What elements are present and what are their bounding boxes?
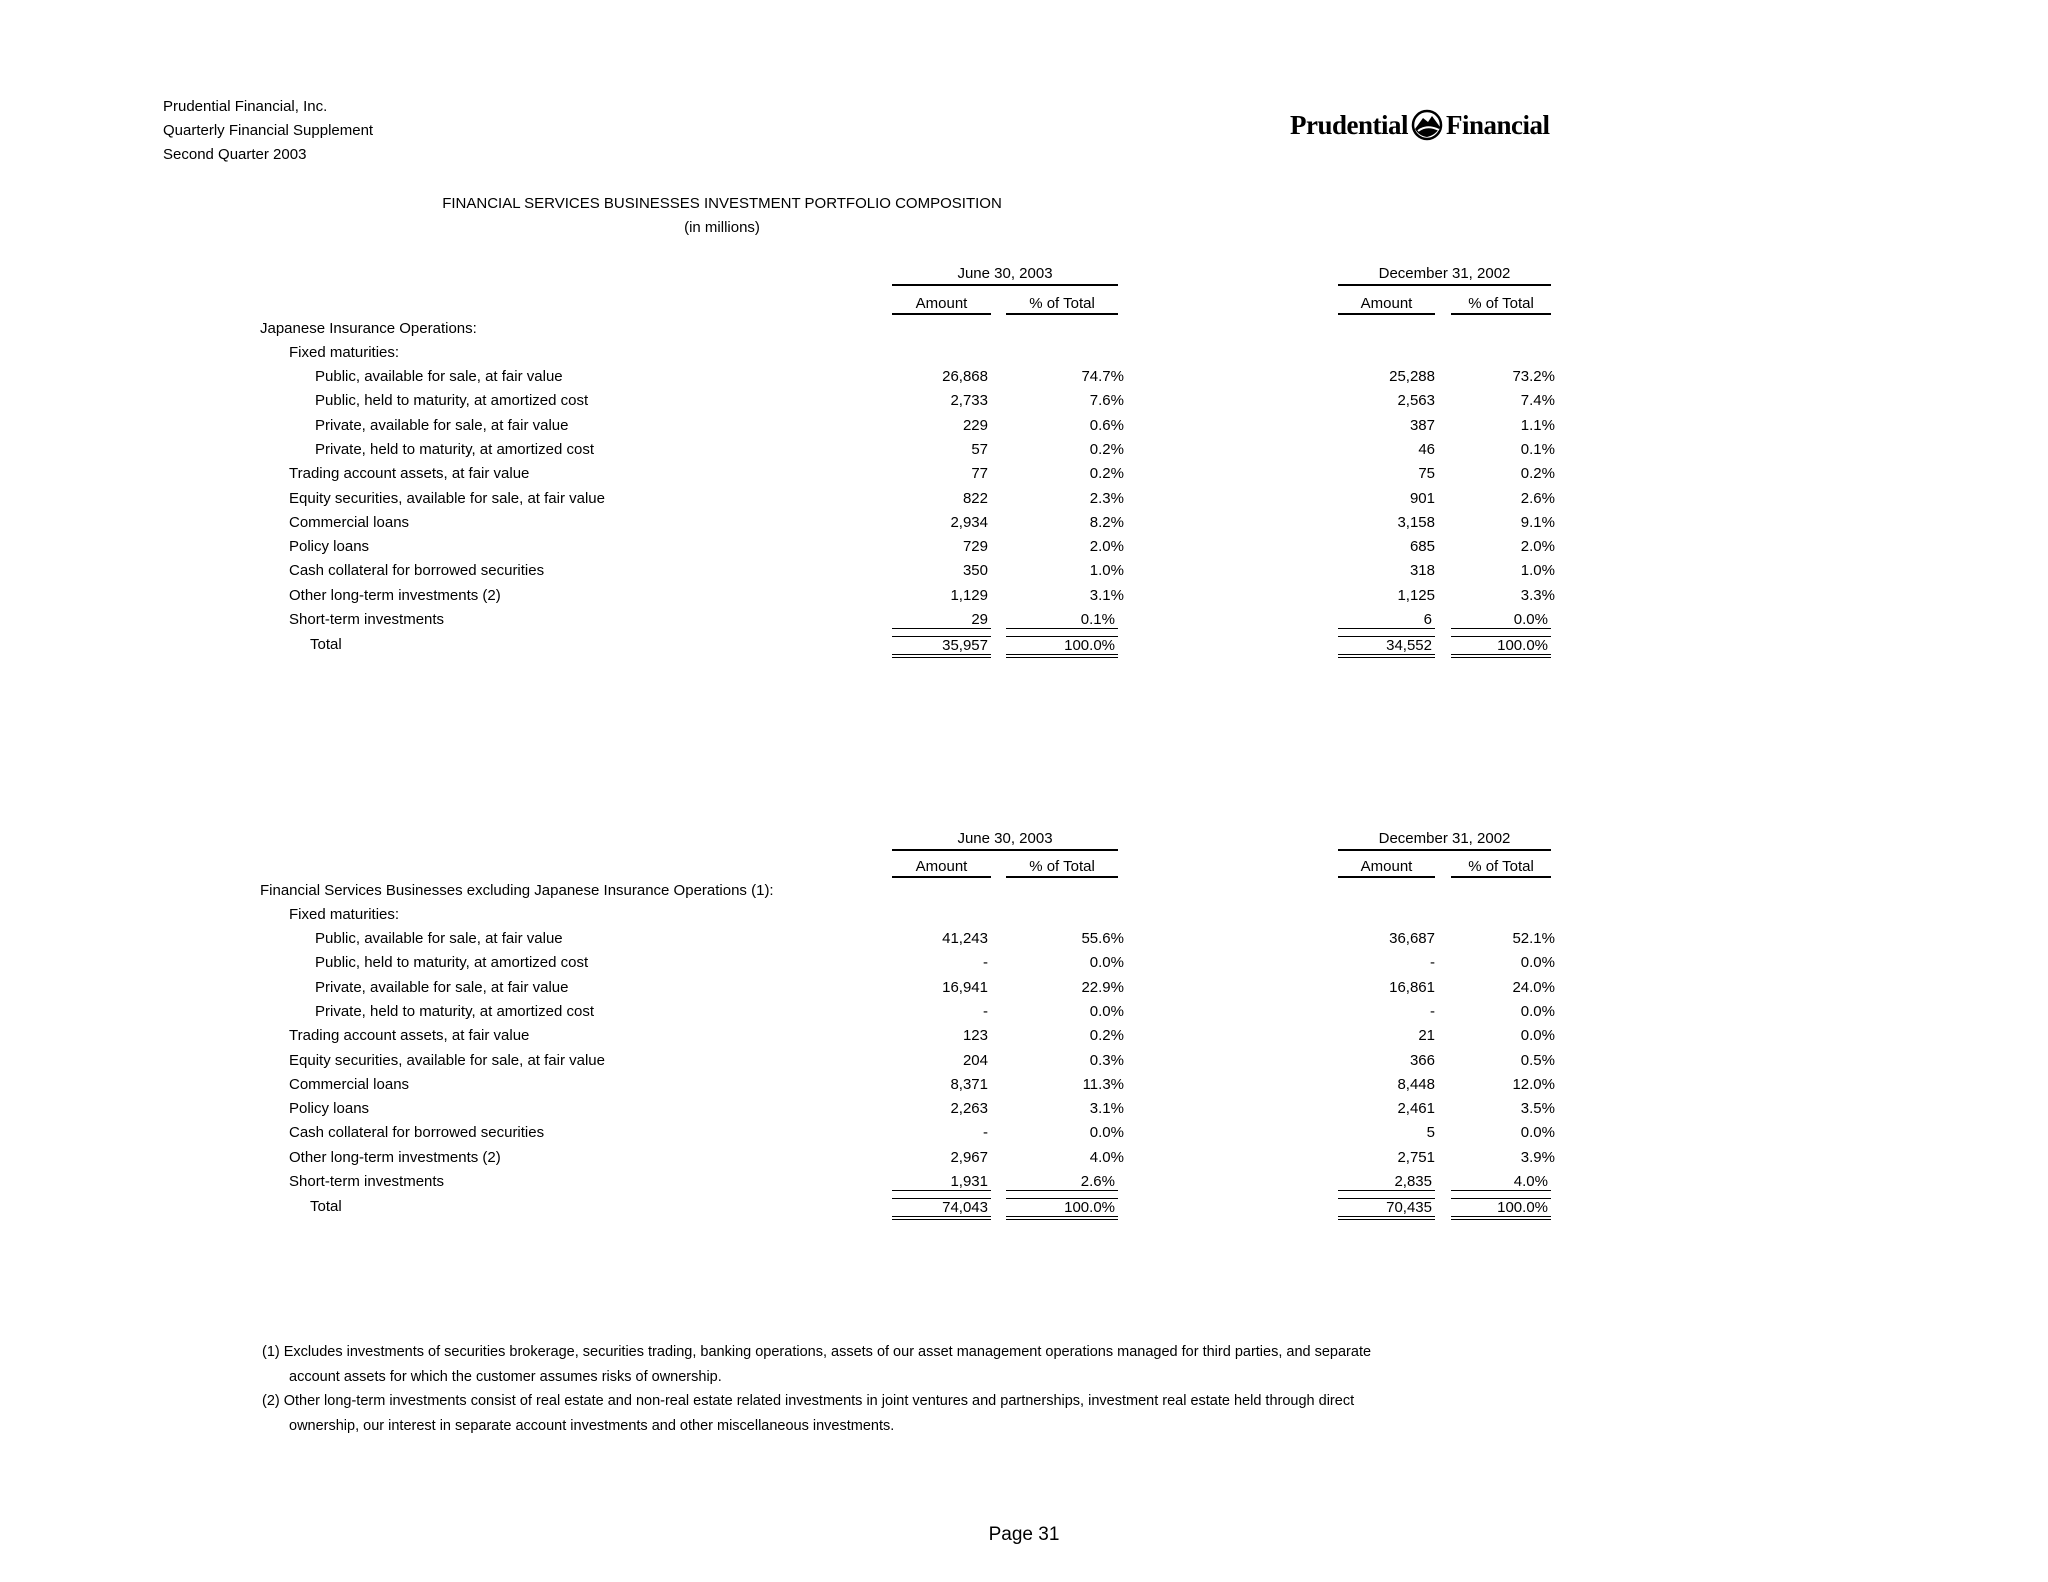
table-row [0, 1052, 2048, 1076]
total-amount-june: 35,957 [892, 636, 991, 658]
footnote-1-line-1: (1) Excludes investments of securities brokerage, securities trading, banking operations, assets of our asset management operations managed for third parties, and separate [262, 1344, 1372, 1360]
row-label: Private, available for sale, at fair value [315, 978, 569, 996]
subsection-heading-row [0, 344, 2048, 368]
amount-dec: 1,125 [1397, 586, 1435, 604]
amount-dec: 75 [1418, 465, 1435, 483]
page-title: FINANCIAL SERVICES BUSINESSES INVESTMENT PORTFOLIO COMPOSITION [442, 195, 1002, 212]
pct-june: 74.7% [1081, 368, 1124, 385]
amount-june: 41,243 [942, 930, 988, 947]
amount-june: 1,129 [950, 586, 988, 604]
amount-dec: 21 [1418, 1027, 1435, 1045]
amount-dec: 6 [1338, 611, 1435, 629]
col-pct-total: % of Total [1006, 858, 1118, 878]
amount-june: - [983, 1002, 988, 1020]
pct-dec: 12.0% [1512, 1075, 1555, 1093]
amount-june: 26,868 [942, 368, 988, 385]
row-label: Private, available for sale, at fair value [315, 416, 569, 434]
footnote-2-line-1: (2) Other long-term investments consist of real estate and non-real estate related investments in joint ventures and partnerships, investment real estate held through direct [262, 1393, 1355, 1409]
table-row [0, 1027, 2048, 1051]
amount-dec: 16,861 [1389, 978, 1435, 996]
amount-dec: 3,158 [1397, 513, 1435, 531]
row-label: Private, held to maturity, at amortized cost [315, 440, 595, 458]
pct-june: 8.2% [1089, 513, 1124, 531]
amount-dec: 366 [1409, 1051, 1435, 1069]
amount-dec: 901 [1409, 489, 1435, 507]
row-label: Commercial loans [289, 1075, 410, 1093]
pct-june: 0.2% [1089, 1027, 1124, 1045]
section-heading-row [0, 882, 2048, 906]
row-label: Commercial loans [289, 513, 410, 531]
pct-dec: 1.0% [1520, 562, 1555, 580]
page-subtitle: (in millions) [684, 219, 760, 236]
col-amount: Amount [892, 295, 991, 315]
table-row [0, 417, 2048, 441]
table-row [0, 611, 2048, 635]
amount-june: 2,934 [950, 513, 988, 531]
pct-dec: 3.3% [1520, 586, 1555, 604]
col-date-dec-2002: December 31, 2002 [1338, 830, 1551, 851]
page-number: Page 31 [988, 1524, 1060, 1545]
table-row [0, 1003, 2048, 1027]
amount-dec: - [1430, 954, 1435, 972]
amount-june: 2,967 [950, 1148, 988, 1166]
col-date-dec-2002: December 31, 2002 [1338, 265, 1551, 286]
prudential-logo [1290, 109, 1550, 141]
amount-june: 16,941 [942, 978, 988, 996]
col-pct-total: % of Total [1451, 295, 1551, 315]
amount-june: - [983, 954, 988, 972]
pct-june: 11.3% [1082, 1075, 1124, 1093]
pct-june: 0.2% [1089, 465, 1124, 483]
subsection-heading: Fixed maturities: [289, 906, 400, 923]
footnotes [262, 1340, 1371, 1438]
section-heading: Financial Services Businesses excluding Japanese Insurance Operations (1): [260, 882, 774, 899]
amount-june: 2,733 [950, 392, 988, 410]
amount-dec: 387 [1409, 416, 1435, 434]
amount-dec: 2,461 [1397, 1100, 1435, 1118]
amount-dec: 46 [1418, 440, 1435, 458]
pct-june: 1.0% [1089, 562, 1124, 580]
amount-dec: 8,448 [1397, 1075, 1435, 1093]
table-row [0, 1124, 2048, 1148]
pct-june: 2.3% [1089, 489, 1124, 507]
col-date-june-2003: June 30, 2003 [892, 830, 1118, 851]
row-label: Public, available for sale, at fair value [315, 368, 563, 385]
amount-dec: 685 [1409, 538, 1435, 556]
amount-dec: 318 [1409, 562, 1435, 580]
total-row [0, 636, 2048, 660]
table-row [0, 514, 2048, 538]
pct-june: 0.0% [1089, 1124, 1124, 1142]
amount-dec: 2,751 [1397, 1148, 1435, 1166]
pct-june: 3.1% [1089, 586, 1124, 604]
row-label: Cash collateral for borrowed securities [289, 562, 545, 580]
pct-june: 0.0% [1089, 1002, 1124, 1020]
table-row [0, 465, 2048, 489]
section-heading-row [0, 320, 2048, 344]
row-label: Equity securities, available for sale, at fair value [289, 1051, 605, 1069]
col-date-june-2003: June 30, 2003 [892, 265, 1118, 286]
section-heading: Japanese Insurance Operations: [260, 320, 477, 337]
row-label: Trading account assets, at fair value [289, 1027, 530, 1045]
total-label: Total [310, 1198, 342, 1215]
row-label: Public, available for sale, at fair value [315, 930, 563, 947]
pct-dec: 0.0% [1520, 1027, 1555, 1045]
total-pct-june: 100.0% [1006, 1198, 1118, 1220]
total-pct-june: 100.0% [1006, 636, 1118, 658]
amount-june: 350 [962, 562, 988, 580]
pct-dec: 0.0% [1451, 611, 1551, 629]
amount-dec: 36,687 [1389, 930, 1435, 947]
amount-june: 729 [962, 538, 988, 556]
row-label: Other long-term investments (2) [289, 1148, 501, 1166]
pct-dec: 4.0% [1451, 1173, 1551, 1191]
table-row [0, 587, 2048, 611]
company-name: Prudential Financial, Inc. [163, 98, 328, 115]
row-label: Short-term investments [289, 611, 445, 628]
report-name: Quarterly Financial Supplement [163, 122, 374, 139]
table-row [0, 1100, 2048, 1124]
footnote-1-line-2: account assets for which the customer assumes risks of ownership. [289, 1368, 722, 1385]
total-amount-dec: 34,552 [1338, 636, 1435, 658]
pct-june: 7.6% [1089, 392, 1124, 410]
amount-june: 1,931 [892, 1173, 991, 1191]
row-label: Public, held to maturity, at amortized cost [315, 954, 589, 972]
table-row [0, 979, 2048, 1003]
col-amount: Amount [1338, 858, 1435, 878]
amount-dec: 25,288 [1389, 368, 1435, 385]
pct-june: 0.3% [1089, 1051, 1124, 1069]
pct-dec: 2.6% [1520, 489, 1555, 507]
col-pct-total: % of Total [1451, 858, 1551, 878]
subsection-heading: Fixed maturities: [289, 344, 400, 361]
pct-dec: 73.2% [1512, 368, 1555, 385]
pct-june: 55.6% [1081, 930, 1124, 947]
pct-dec: 1.1% [1520, 416, 1555, 434]
row-label: Public, held to maturity, at amortized cost [315, 392, 589, 410]
total-row [0, 1198, 2048, 1222]
pct-june: 2.6% [1006, 1173, 1118, 1191]
table-row [0, 930, 2048, 954]
amount-dec: - [1430, 1002, 1435, 1020]
table-row [0, 490, 2048, 514]
total-label: Total [310, 636, 342, 653]
row-label: Trading account assets, at fair value [289, 465, 530, 483]
table-row [0, 1173, 2048, 1197]
total-amount-dec: 70,435 [1338, 1198, 1435, 1220]
report-period: Second Quarter 2003 [163, 146, 307, 163]
amount-june: 57 [971, 440, 988, 458]
col-amount: Amount [892, 858, 991, 878]
pct-dec: 0.0% [1520, 1002, 1555, 1020]
pct-dec: 3.9% [1520, 1148, 1555, 1166]
logo-text-right: Financial [1446, 109, 1550, 140]
pct-dec: 3.5% [1520, 1100, 1555, 1118]
pct-dec: 7.4% [1520, 392, 1555, 410]
table-row [0, 368, 2048, 392]
pct-june: 0.1% [1006, 611, 1118, 629]
pct-dec: 24.0% [1512, 978, 1555, 996]
pct-dec: 2.0% [1520, 538, 1555, 556]
footnote-2-line-2: ownership, our interest in separate account investments and other miscellaneous investments. [289, 1417, 895, 1434]
row-label: Private, held to maturity, at amortized cost [315, 1002, 595, 1020]
amount-dec: 2,563 [1397, 392, 1435, 410]
pct-dec: 9.1% [1520, 513, 1555, 531]
row-label: Equity securities, available for sale, at fair value [289, 489, 605, 507]
amount-june: 123 [962, 1027, 988, 1045]
table-row [0, 1076, 2048, 1100]
total-amount-june: 74,043 [892, 1198, 991, 1220]
amount-dec: 5 [1426, 1124, 1435, 1142]
pct-june: 0.6% [1089, 416, 1124, 434]
table-row [0, 392, 2048, 416]
pct-dec: 0.0% [1520, 1124, 1555, 1142]
amount-june: 822 [962, 489, 988, 507]
amount-june: 204 [962, 1051, 988, 1069]
amount-june: - [983, 1124, 988, 1142]
amount-june: 229 [962, 416, 988, 434]
rock-icon [1410, 109, 1444, 141]
pct-june: 22.9% [1081, 978, 1124, 996]
table-row [0, 441, 2048, 465]
pct-june: 4.0% [1089, 1148, 1124, 1166]
table-row [0, 538, 2048, 562]
amount-june: 77 [971, 465, 988, 483]
amount-june: 29 [892, 611, 991, 629]
pct-dec: 0.2% [1520, 465, 1555, 483]
pct-dec: 0.0% [1520, 954, 1555, 972]
table-row [0, 954, 2048, 978]
amount-dec: 2,835 [1338, 1173, 1435, 1191]
row-label: Policy loans [289, 1100, 370, 1118]
pct-dec: 0.5% [1520, 1051, 1555, 1069]
total-pct-dec: 100.0% [1451, 636, 1551, 658]
row-label: Other long-term investments (2) [289, 586, 501, 604]
pct-june: 0.0% [1089, 954, 1124, 972]
subsection-heading-row [0, 906, 2048, 930]
pct-june: 2.0% [1089, 538, 1124, 556]
row-label: Short-term investments [289, 1173, 445, 1190]
row-label: Policy loans [289, 538, 370, 556]
pct-dec: 52.1% [1512, 930, 1555, 947]
row-label: Cash collateral for borrowed securities [289, 1124, 545, 1142]
total-pct-dec: 100.0% [1451, 1198, 1551, 1220]
logo-text-left: Prudential [1290, 109, 1409, 140]
table-row [0, 562, 2048, 586]
col-pct-total: % of Total [1006, 295, 1118, 315]
pct-june: 3.1% [1089, 1100, 1124, 1118]
pct-june: 0.2% [1089, 440, 1124, 458]
pct-dec: 0.1% [1520, 440, 1555, 458]
table-row [0, 1149, 2048, 1173]
amount-june: 8,371 [950, 1075, 988, 1093]
col-amount: Amount [1338, 295, 1435, 315]
amount-june: 2,263 [950, 1100, 988, 1118]
